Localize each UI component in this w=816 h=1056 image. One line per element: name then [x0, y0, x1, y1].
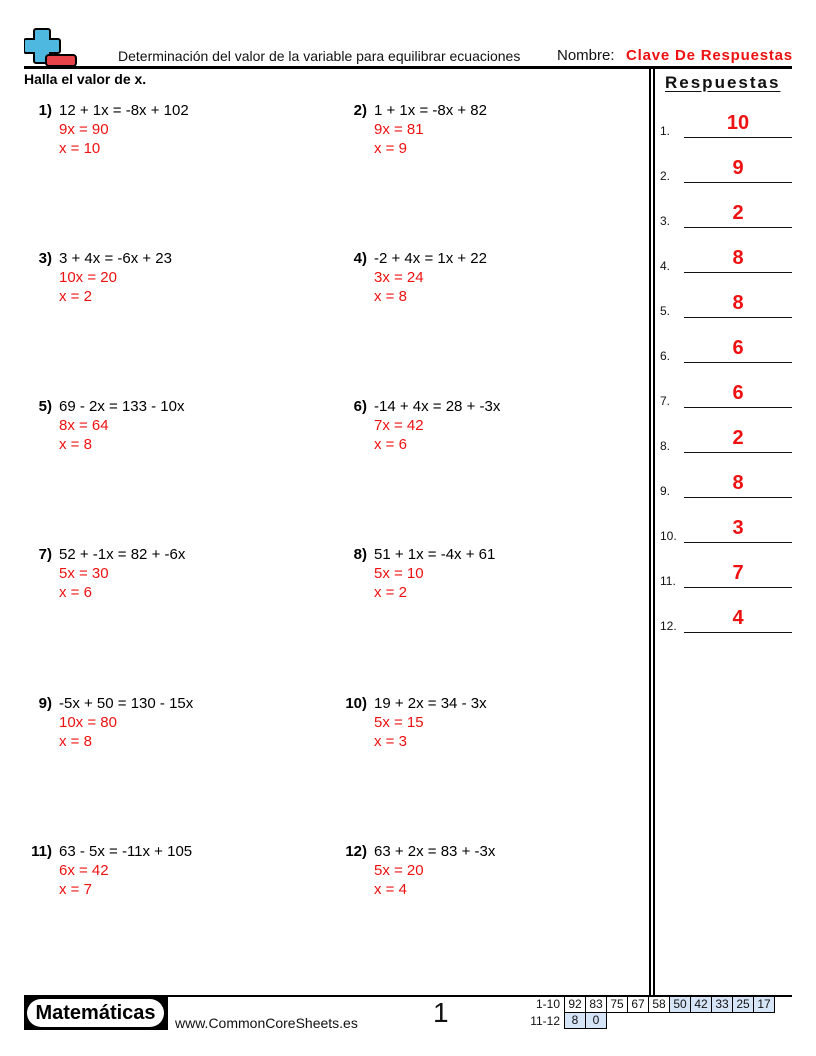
answer-value: 2 [732, 427, 744, 449]
score-cell: 75 [606, 996, 628, 1013]
answer-row-12 [660, 609, 792, 635]
solution-answer: x = 2 [374, 584, 407, 601]
answer-index: 11. [660, 574, 676, 588]
solution-answer: x = 6 [374, 436, 407, 453]
answer-line [684, 137, 792, 139]
answer-value: 9 [732, 157, 744, 179]
solution-answer: x = 8 [59, 733, 92, 750]
answer-row-7 [660, 384, 792, 410]
score-row-label: 11-12 [530, 1014, 560, 1028]
answer-index: 6. [660, 349, 671, 363]
score-cell: 17 [753, 996, 775, 1013]
problem-number: 1) [38, 102, 52, 119]
answer-index: 4. [660, 259, 671, 273]
score-cell: 67 [627, 996, 649, 1013]
solution-step: 10x = 20 [59, 269, 117, 286]
score-cell: 42 [690, 996, 712, 1013]
answer-index: 9. [660, 484, 671, 498]
plus-minus-logo-icon [24, 25, 78, 67]
problem-equation: 52 + -1x = 82 + -6x [59, 546, 186, 563]
answer-line [684, 587, 792, 589]
website-link[interactable]: www.CommonCoreSheets.es [175, 1015, 358, 1031]
solution-answer: x = 3 [374, 733, 407, 750]
answer-line [684, 182, 792, 184]
score-row-label: 1-10 [535, 997, 560, 1011]
problem-number: 9) [38, 695, 52, 712]
answer-line [684, 632, 792, 634]
score-cell: 58 [648, 996, 670, 1013]
answer-line [684, 407, 792, 409]
answer-index: 8. [660, 439, 671, 453]
problem-equation: 1 + 1x = -8x + 82 [374, 102, 487, 119]
answer-index: 12. [660, 619, 677, 633]
problem-number: 3) [38, 250, 52, 267]
solution-answer: x = 8 [374, 288, 407, 305]
answer-value: 8 [732, 292, 744, 314]
problem-equation: 51 + 1x = -4x + 61 [374, 546, 496, 563]
problem-equation: -14 + 4x = 28 + -3x [374, 398, 501, 415]
instructions: Halla el valor de x. [24, 71, 147, 87]
score-cell: 50 [669, 996, 691, 1013]
column-divider [649, 67, 651, 996]
answer-index: 3. [660, 214, 671, 228]
answer-value: 3 [732, 517, 744, 539]
answer-row-8 [660, 429, 792, 455]
answer-index: 2. [660, 169, 671, 183]
solution-step: 5x = 10 [374, 565, 424, 582]
answer-row-6 [660, 339, 792, 365]
header-divider [24, 66, 792, 69]
problem-equation: 12 + 1x = -8x + 102 [59, 102, 189, 119]
problem-number: 8) [353, 546, 367, 563]
answer-index: 5. [660, 304, 671, 318]
answer-value: 10 [726, 112, 750, 134]
name-label: Nombre: [557, 47, 615, 64]
problem-number: 11) [31, 843, 52, 860]
answer-row-2 [660, 159, 792, 185]
solution-step: 7x = 42 [374, 417, 424, 434]
answer-row-11 [660, 564, 792, 590]
answer-row-10 [660, 519, 792, 545]
problem-equation: 69 - 2x = 133 - 10x [59, 398, 185, 415]
answer-row-1 [660, 114, 792, 140]
score-cell: 83 [585, 996, 607, 1013]
answer-line [684, 362, 792, 364]
solution-answer: x = 7 [59, 881, 92, 898]
problem-equation: 19 + 2x = 34 - 3x [374, 695, 487, 712]
solution-step: 5x = 15 [374, 714, 424, 731]
page-number: 1 [433, 997, 449, 1028]
answer-value: 2 [732, 202, 744, 224]
problem-equation: 3 + 4x = -6x + 23 [59, 250, 172, 267]
answer-row-4 [660, 249, 792, 275]
answer-value: 8 [732, 247, 744, 269]
solution-step: 9x = 90 [59, 121, 109, 138]
solution-step: 5x = 30 [59, 565, 109, 582]
problem-equation: -2 + 4x = 1x + 22 [374, 250, 487, 267]
problem-number: 4) [353, 250, 367, 267]
solution-step: 8x = 64 [59, 417, 109, 434]
answer-row-3 [660, 204, 792, 230]
column-divider [653, 67, 655, 996]
answer-row-5 [660, 294, 792, 320]
solution-answer: x = 10 [59, 140, 101, 157]
problem-equation: 63 + 2x = 83 + -3x [374, 843, 496, 860]
solution-answer: x = 8 [59, 436, 92, 453]
answer-row-9 [660, 474, 792, 500]
brand-label: Matemáticas [27, 999, 164, 1027]
answers-heading: Respuestas [665, 73, 781, 92]
answer-index: 1. [660, 124, 671, 138]
problem-number: 12) [345, 843, 367, 860]
problem-number: 10) [345, 695, 367, 712]
answer-line [684, 272, 792, 274]
solution-step: 5x = 20 [374, 862, 424, 879]
solution-step: 6x = 42 [59, 862, 109, 879]
score-row-2 [565, 1012, 607, 1029]
solution-answer: x = 2 [59, 288, 92, 305]
score-cell: 33 [711, 996, 733, 1013]
answer-line [684, 317, 792, 319]
problem-number: 5) [38, 398, 52, 415]
solution-answer: x = 6 [59, 584, 92, 601]
worksheet-title: Determinación del valor de la variable para equilibrar ecuaciones [118, 48, 521, 64]
answer-value: 4 [732, 607, 744, 629]
brand-badge [24, 996, 168, 1030]
solution-answer: x = 4 [374, 881, 407, 898]
problem-equation: 63 - 5x = -11x + 105 [59, 843, 193, 860]
problem-number: 2) [353, 102, 367, 119]
answer-line [684, 542, 792, 544]
answer-line [684, 452, 792, 454]
answer-value: 8 [732, 472, 744, 494]
solution-step: 3x = 24 [374, 269, 424, 286]
problem-number: 6) [353, 398, 367, 415]
score-cell: 92 [564, 996, 586, 1013]
score-cell: 25 [732, 996, 754, 1013]
answer-index: 10. [660, 529, 677, 543]
solution-answer: x = 9 [374, 140, 407, 157]
answer-index: 7. [660, 394, 671, 408]
solution-step: 10x = 80 [59, 714, 117, 731]
name-value: Clave De Respuestas [626, 47, 793, 64]
problem-equation: -5x + 50 = 130 - 15x [59, 695, 194, 712]
solution-step: 9x = 81 [374, 121, 424, 138]
score-cell: 8 [564, 1012, 586, 1029]
score-cell: 0 [585, 1012, 607, 1029]
answer-line [684, 227, 792, 229]
problem-number: 7) [38, 546, 52, 563]
answer-value: 7 [732, 562, 744, 584]
score-row-1 [565, 996, 775, 1013]
answer-value: 6 [732, 382, 744, 404]
answer-value: 6 [732, 337, 744, 359]
answer-line [684, 497, 792, 499]
